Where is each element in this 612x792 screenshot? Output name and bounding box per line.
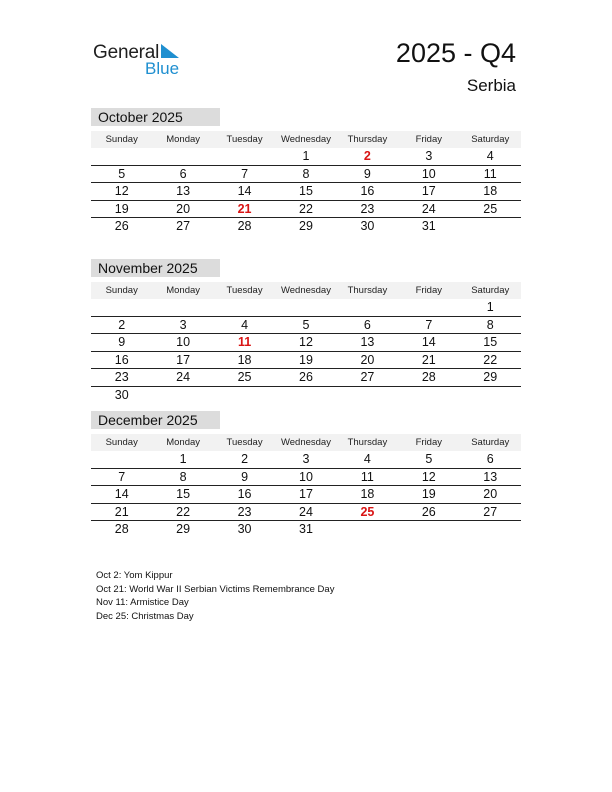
day-cell: 24 bbox=[421, 201, 436, 216]
logo-triangle-icon bbox=[161, 44, 179, 58]
day-cell: 5 bbox=[118, 166, 126, 181]
day-cell bbox=[91, 299, 152, 316]
weekday-label: Saturday bbox=[471, 134, 510, 145]
weekday-label: Monday bbox=[166, 437, 201, 448]
calendar-grid bbox=[91, 282, 521, 403]
day-cell: 13 bbox=[360, 335, 375, 349]
weekday-label: Tuesday bbox=[226, 285, 263, 296]
day-cell: 29 bbox=[176, 522, 191, 536]
weekday-label: Sunday bbox=[105, 134, 138, 145]
weekday-label: Friday bbox=[415, 285, 443, 296]
day-cell: 12 bbox=[421, 469, 436, 484]
day-cell: 4 bbox=[486, 149, 494, 163]
week-row bbox=[91, 218, 521, 235]
weekday-label: Monday bbox=[166, 134, 201, 145]
day-cell: 8 bbox=[486, 317, 494, 332]
day-cell: 10 bbox=[176, 335, 191, 349]
day-cell bbox=[152, 148, 213, 165]
day-cell: 25 bbox=[237, 370, 252, 384]
day-cell: 17 bbox=[299, 487, 313, 501]
month-title: October 2025 bbox=[91, 108, 220, 126]
day-cell: 24 bbox=[176, 370, 191, 384]
day-cell: 3 bbox=[302, 452, 310, 466]
day-cell: 2 bbox=[241, 452, 249, 466]
day-cell: 24 bbox=[299, 504, 313, 519]
day-cell bbox=[460, 218, 521, 235]
page-title: 2025 - Q4 bbox=[395, 38, 516, 68]
day-cell: 23 bbox=[360, 201, 375, 216]
day-cell: 29 bbox=[483, 370, 498, 384]
month-december bbox=[91, 411, 521, 538]
weekday-label: Thursday bbox=[347, 437, 388, 448]
day-cell: 19 bbox=[421, 487, 436, 501]
day-cell: 27 bbox=[176, 219, 191, 233]
day-cell bbox=[91, 451, 152, 468]
logo-text-blue: Blue bbox=[145, 59, 180, 78]
holiday-note: Dec 25: Christmas Day bbox=[96, 610, 194, 622]
week-row bbox=[91, 369, 521, 387]
month-november bbox=[91, 259, 521, 403]
day-cell: 12 bbox=[114, 184, 129, 198]
month-october bbox=[91, 108, 521, 235]
day-cell: 8 bbox=[302, 166, 310, 181]
day-cell bbox=[214, 387, 275, 404]
holiday-notes bbox=[96, 569, 334, 623]
day-cell: 17 bbox=[421, 184, 436, 198]
day-cell: 7 bbox=[425, 317, 433, 332]
month-title: November 2025 bbox=[91, 259, 220, 277]
day-cell: 31 bbox=[299, 522, 313, 536]
day-cell: 27 bbox=[483, 504, 498, 519]
day-cell bbox=[152, 299, 213, 316]
holiday-day-cell: 2 bbox=[363, 149, 371, 163]
weekday-label: Friday bbox=[415, 437, 443, 448]
holiday-day-cell: 21 bbox=[237, 201, 252, 216]
day-cell bbox=[337, 521, 398, 538]
weekday-header-row bbox=[91, 434, 521, 451]
week-row bbox=[91, 166, 521, 184]
day-cell: 20 bbox=[483, 487, 498, 501]
day-cell: 18 bbox=[237, 352, 252, 367]
week-row bbox=[91, 451, 521, 469]
logo-text-general: General bbox=[93, 42, 160, 63]
day-cell: 16 bbox=[114, 352, 129, 367]
week-row bbox=[91, 317, 521, 335]
day-cell: 21 bbox=[421, 352, 436, 367]
weekday-label: Tuesday bbox=[226, 437, 263, 448]
day-cell: 9 bbox=[363, 166, 371, 181]
week-row bbox=[91, 352, 521, 370]
calendar-grid bbox=[91, 131, 521, 235]
holiday-note: Nov 11: Armistice Day bbox=[96, 597, 189, 609]
day-cell bbox=[460, 387, 521, 404]
week-row bbox=[91, 183, 521, 201]
day-cell: 25 bbox=[483, 201, 498, 216]
weekday-label: Sunday bbox=[105, 285, 138, 296]
day-cell: 5 bbox=[302, 317, 310, 332]
day-cell: 27 bbox=[360, 370, 375, 384]
day-cell: 23 bbox=[114, 370, 129, 384]
day-cell: 16 bbox=[237, 487, 252, 501]
day-cell bbox=[214, 299, 275, 316]
day-cell: 13 bbox=[483, 469, 498, 484]
day-cell: 3 bbox=[179, 317, 187, 332]
weekday-label: Thursday bbox=[347, 134, 388, 145]
day-cell: 26 bbox=[114, 219, 129, 233]
day-cell: 15 bbox=[176, 487, 191, 501]
week-row bbox=[91, 387, 521, 404]
day-cell: 6 bbox=[486, 452, 494, 466]
day-cell: 11 bbox=[483, 166, 497, 181]
day-cell: 20 bbox=[176, 201, 191, 216]
day-cell: 11 bbox=[360, 469, 374, 484]
weekday-label: Monday bbox=[166, 285, 201, 296]
day-cell: 10 bbox=[421, 166, 436, 181]
day-cell: 13 bbox=[176, 184, 191, 198]
week-row bbox=[91, 504, 521, 522]
day-cell: 22 bbox=[299, 201, 313, 216]
weekday-label: Sunday bbox=[105, 437, 138, 448]
month-title: December 2025 bbox=[91, 411, 220, 429]
week-row bbox=[91, 521, 521, 538]
weekday-label: Thursday bbox=[347, 285, 388, 296]
day-cell: 28 bbox=[421, 370, 436, 384]
day-cell bbox=[152, 387, 213, 404]
day-cell: 22 bbox=[483, 352, 498, 367]
day-cell: 28 bbox=[114, 522, 129, 536]
day-cell: 7 bbox=[241, 166, 249, 181]
day-cell: 9 bbox=[118, 335, 126, 349]
holiday-day-cell: 11 bbox=[237, 335, 252, 349]
day-cell: 3 bbox=[425, 149, 433, 163]
day-cell: 26 bbox=[299, 370, 313, 384]
week-row bbox=[91, 334, 521, 352]
day-cell: 26 bbox=[421, 504, 436, 519]
day-cell: 15 bbox=[483, 335, 498, 349]
week-row bbox=[91, 201, 521, 219]
weekday-label: Saturday bbox=[471, 285, 510, 296]
day-cell: 9 bbox=[241, 469, 249, 484]
weekday-label: Wednesday bbox=[280, 285, 331, 296]
day-cell: 12 bbox=[299, 335, 313, 349]
day-cell: 7 bbox=[118, 469, 126, 484]
day-cell: 15 bbox=[299, 184, 313, 198]
day-cell bbox=[398, 299, 459, 316]
day-cell: 20 bbox=[360, 352, 375, 367]
day-cell: 23 bbox=[237, 504, 252, 519]
day-cell: 1 bbox=[179, 452, 187, 466]
day-cell: 19 bbox=[114, 201, 129, 216]
holiday-note: Oct 21: World War II Serbian Victims Remembrance Day bbox=[96, 583, 335, 595]
day-cell: 16 bbox=[360, 184, 375, 198]
day-cell: 14 bbox=[421, 335, 436, 349]
calendar-grid bbox=[91, 434, 521, 538]
weekday-label: Wednesday bbox=[280, 437, 331, 448]
weekday-label: Friday bbox=[415, 134, 443, 145]
day-cell: 30 bbox=[237, 522, 252, 536]
holiday-day-cell: 25 bbox=[360, 504, 375, 519]
day-cell: 14 bbox=[237, 184, 252, 198]
day-cell: 19 bbox=[299, 352, 313, 367]
day-cell: 8 bbox=[179, 469, 187, 484]
generalblue-logo bbox=[93, 42, 193, 82]
day-cell: 31 bbox=[421, 219, 436, 233]
day-cell bbox=[275, 299, 336, 316]
day-cell: 6 bbox=[179, 166, 187, 181]
day-cell bbox=[398, 521, 459, 538]
day-cell bbox=[275, 387, 336, 404]
weekday-header-row bbox=[91, 131, 521, 148]
day-cell: 5 bbox=[425, 452, 433, 466]
day-cell: 18 bbox=[483, 184, 498, 198]
day-cell bbox=[337, 387, 398, 404]
day-cell bbox=[398, 387, 459, 404]
week-row bbox=[91, 299, 521, 317]
day-cell: 4 bbox=[241, 317, 249, 332]
day-cell: 4 bbox=[363, 452, 371, 466]
day-cell bbox=[460, 521, 521, 538]
day-cell: 10 bbox=[299, 469, 313, 484]
day-cell: 30 bbox=[114, 387, 129, 402]
day-cell bbox=[214, 148, 275, 165]
day-cell: 21 bbox=[114, 504, 129, 519]
day-cell: 14 bbox=[114, 487, 129, 501]
day-cell: 22 bbox=[176, 504, 191, 519]
day-cell: 29 bbox=[299, 219, 313, 233]
day-cell: 1 bbox=[302, 149, 310, 163]
weekday-header-row bbox=[91, 282, 521, 299]
country-name: Serbia bbox=[466, 76, 516, 95]
weekday-label: Wednesday bbox=[280, 134, 331, 145]
week-row bbox=[91, 486, 521, 504]
day-cell bbox=[337, 299, 398, 316]
day-cell: 18 bbox=[360, 487, 375, 501]
day-cell: 30 bbox=[360, 219, 375, 233]
day-cell: 1 bbox=[486, 300, 494, 314]
week-row bbox=[91, 469, 521, 487]
weekday-label: Saturday bbox=[471, 437, 510, 448]
day-cell: 17 bbox=[176, 352, 191, 367]
week-row bbox=[91, 148, 521, 166]
day-cell: 6 bbox=[363, 317, 371, 332]
weekday-label: Tuesday bbox=[226, 134, 263, 145]
day-cell: 2 bbox=[118, 317, 126, 332]
day-cell bbox=[91, 148, 152, 165]
day-cell: 28 bbox=[237, 219, 252, 233]
holiday-note: Oct 2: Yom Kippur bbox=[96, 570, 173, 581]
